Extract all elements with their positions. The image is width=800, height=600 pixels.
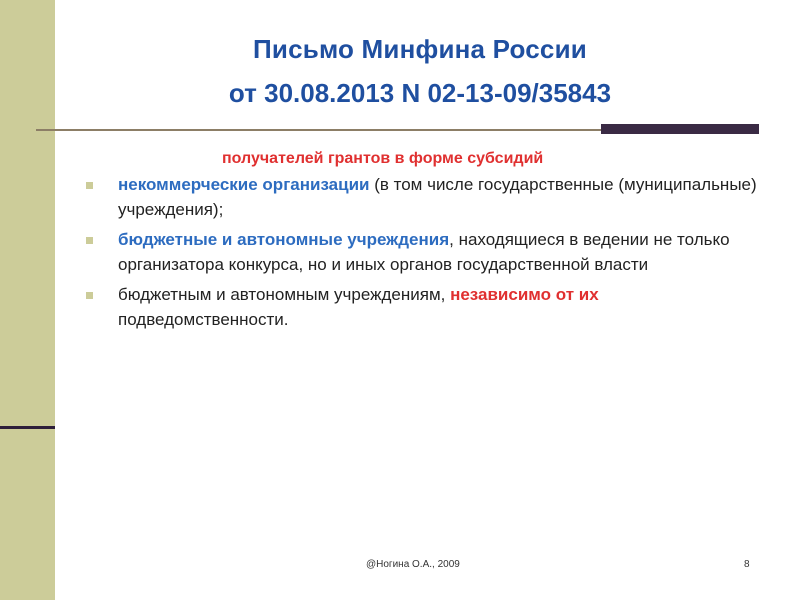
divider-accent-block bbox=[601, 124, 759, 134]
sidebar-accent-line bbox=[0, 426, 55, 429]
bullet-text: , находящиеся в ведении не только организатора конкурса, но и иных органов государственной власти bbox=[118, 230, 730, 274]
bullet-highlight: независимо от их bbox=[450, 285, 599, 304]
bullet-highlight: бюджетные и автономные учреждения bbox=[118, 230, 450, 249]
page-number: 8 bbox=[744, 559, 750, 570]
bullet-text-after: подведомственности. bbox=[118, 310, 289, 329]
slide-title-line-2: от 30.08.2013 N 02-13-09/35843 bbox=[228, 78, 612, 108]
square-bullet-icon bbox=[86, 182, 93, 189]
slide-title-line-1: Письмо Минфина России bbox=[253, 34, 587, 64]
bullet-highlight: некоммерческие организации bbox=[118, 175, 370, 194]
bullet-text-before: бюджетным и автономным учреждениям, bbox=[118, 285, 451, 304]
bullet-item-regardless-subordination bbox=[86, 282, 766, 332]
bullet-list bbox=[86, 172, 766, 337]
bullet-text: (в том числе государственные (муниципальные) учреждения); bbox=[118, 175, 757, 219]
slide-subheading: получателей грантов в форме субсидий bbox=[222, 150, 544, 167]
square-bullet-icon bbox=[86, 237, 93, 244]
title-divider bbox=[36, 129, 602, 131]
sidebar-band bbox=[0, 0, 55, 600]
footer-author: @Ногина О.А., 2009 bbox=[366, 559, 460, 570]
bullet-item-budget-institutions bbox=[86, 227, 766, 277]
bullet-item-nonprofit bbox=[86, 172, 766, 222]
divider-accent-gap bbox=[601, 134, 759, 138]
square-bullet-icon bbox=[86, 292, 93, 299]
